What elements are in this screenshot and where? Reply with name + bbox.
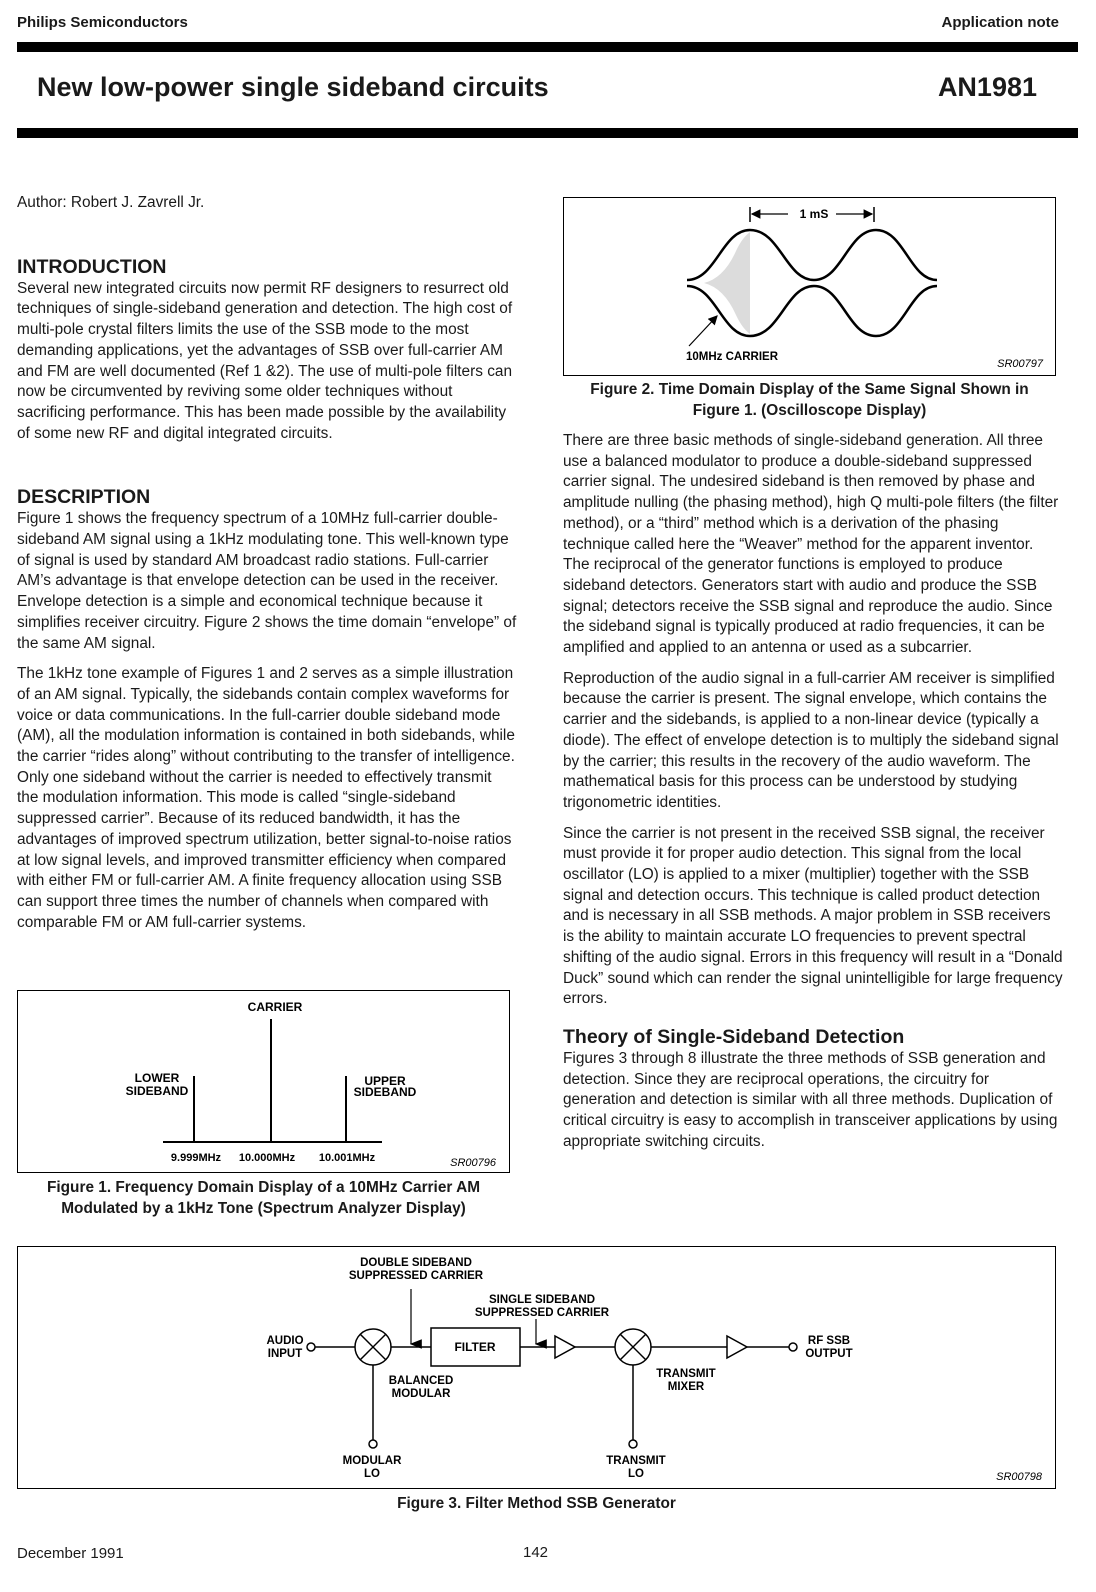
filter-label: FILTER — [454, 1340, 496, 1354]
right-paragraph-1: There are three basic methods of single-sideband generation. All three use a balanced modulator to produce a double-sideband suppressed carrier signal. The undesired sideband is then removed by phase and amplitude nulling (the phasing method), high Q multi-pole filters (the filter method), or a “third” method which is a derivation of the phasing technique called here the “Weaver” method for the apparent inventor. The reciprocal of the generator functions is employed to produce sideband detectors. Generators start with audio and produce the SSB signal; detectors receive the SSB signal and reproduce the audio. Since the sideband signal is typically produced at radio frequencies, it can be amplified and applied to an antenna or used as a subcarrier. — [563, 432, 1059, 657]
description-heading: DESCRIPTION — [17, 486, 151, 509]
figure-3-caption: Figure 3. Filter Method SSB Generator — [397, 1495, 676, 1512]
transmit-lo-label-2: LO — [628, 1468, 644, 1480]
period-label: 1 mS — [799, 207, 829, 221]
description-paragraph-1: Figure 1 shows the frequency spectrum of a 10MHz full-carrier double-sideband AM signal using a 1kHz modulating tone. This well-known type of signal is used by standard AM broadcast radio stations. Full-carrier AM’s advantage is that envelope detection can be used in the receiver. Envelope detection is a simple and economical technique because it simplifies receiver circuitry. Figure 2 shows the time domain “envelope” of the same AM signal. — [17, 510, 517, 652]
carrier-arrow — [689, 316, 717, 346]
amplifier-2-symbol — [727, 1336, 747, 1358]
theory-heading: Theory of Single-Sideband Detection — [563, 1025, 905, 1048]
page-number: 142 — [523, 1544, 549, 1561]
filter-method-diagram — [18, 1247, 1055, 1488]
doc-number: AN1981 — [937, 72, 1037, 102]
modular-lo-terminal — [369, 1440, 377, 1448]
lower-sideband-label-2: SIDEBAND — [125, 1084, 189, 1098]
ssb-label-1: SINGLE SIDEBAND — [488, 1294, 596, 1306]
carrier-label: 10MHz CARRIER — [686, 351, 779, 363]
carrier-shading — [704, 232, 750, 334]
rf-output-label-2: OUTPUT — [805, 1348, 853, 1360]
right-paragraph-3: Since the carrier is not present in the received SSB signal, the receiver must provide it for proper audio detection. This signal from the local oscillator (LO) is applied to a mixer (multiplier) together with the SSB signal and detection occurs. This technique is called product detection and is necessary in all SSB methods. A major problem in SSB receivers is the ability to maintain accurate LO frequencies to prevent spectral shifting of the audio signal. Errors in this frequency will result in a “Donald Duck” sound which can render the signal unintelligible for large frequency errors. — [563, 824, 1063, 1008]
right-paragraph-4: Figures 3 through 8 illustrate the three methods of SSB generation and detection. Since they are reciprocal operations, the circuitry for generation and detection is similar with all three methods. Duplication of critical circuitry is easy to accomplish in transceiver applications by using appropriate switching circuits. — [563, 1049, 1058, 1150]
description-paragraph-2: The 1kHz tone example of Figures 1 and 2 serves as a simple illustration of an AM signal. Typically, the sidebands contain complex waveforms for voice or data communications. In the full-carrier double sideband mode (AM), all the modulation information is contained in both sidebands, while the carrier “rides along” without contributing to the transfer of intelligence. Only one sideband without the carrier is needed to effectively transmit the modulation information. This mode is called “single-sideband suppressed carrier”. Because of its reduced bandwidth, it has the advantages of improved spectrum utilization, better signal-to-noise ratios at low signal levels, and improved transmitter efficiency when compared with either FM or full-carrier AM. A finite frequency allocation using SSB can support three times the number of channels when compared with comparable FM or AM full-carrier systems. — [17, 665, 515, 931]
audio-input-label-2: INPUT — [267, 1348, 303, 1360]
company-name: Philips Semiconductors — [17, 14, 188, 31]
freq-low-label: 9.999MHz — [170, 1152, 222, 1164]
spectrum-diagram — [18, 991, 509, 1172]
freq-high-label: 10.001MHz — [318, 1152, 376, 1164]
audio-input-label-1: AUDIO — [266, 1335, 304, 1347]
carrier-label: CARRIER — [247, 1000, 303, 1014]
left-column — [17, 193, 517, 943]
rf-output-label-1: RF SSB — [807, 1335, 851, 1347]
header-rule-top — [17, 42, 1078, 52]
figure-1-caption-line-2: Modulated by a 1kHz Tone (Spectrum Analyzer Display) — [61, 1199, 466, 1217]
balanced-modulator-label-2: MODULAR — [391, 1388, 451, 1400]
lower-sideband-label-1: LOWER — [134, 1071, 180, 1085]
transmit-mixer-label-1: TRANSMIT — [656, 1368, 716, 1380]
modular-lo-label-1: MODULAR — [342, 1455, 402, 1467]
author-line: Author: Robert J. Zavrell Jr. — [17, 194, 205, 211]
figure-3-code: SR00798 — [996, 1471, 1042, 1483]
figure-2-caption-line-2: Figure 1. (Oscilloscope Display) — [692, 401, 927, 419]
transmit-mixer-label-2: MIXER — [667, 1381, 705, 1393]
figure-1-code: SR00796 — [450, 1157, 496, 1169]
figure-1-caption-line-1: Figure 1. Frequency Domain Display of a 10MHz Carrier AM — [46, 1179, 481, 1196]
upper-sideband-label-1: UPPER — [364, 1074, 406, 1088]
oscilloscope-diagram — [564, 198, 1055, 375]
rf-output-terminal — [789, 1343, 797, 1351]
doc-type: Application note — [941, 14, 1059, 31]
freq-mid-label: 10.000MHz — [238, 1152, 296, 1164]
upper-sideband-label-2: SIDEBAND — [353, 1085, 417, 1099]
transmit-lo-terminal — [629, 1440, 637, 1448]
footer-date: December 1991 — [17, 1545, 124, 1562]
balanced-modulator-label-1: BALANCED — [388, 1375, 454, 1387]
dsb-label-2: SUPPRESSED CARRIER — [348, 1270, 484, 1282]
figure-2-box — [563, 197, 1056, 376]
audio-input-terminal — [307, 1343, 315, 1351]
figure-2-code: SR00797 — [997, 358, 1043, 370]
figure-2-caption — [563, 380, 1056, 421]
figure-2-caption-line-1: Figure 2. Time Domain Display of the Same Signal Shown in — [590, 381, 1029, 398]
dsb-label-1: DOUBLE SIDEBAND — [360, 1257, 472, 1269]
modular-lo-label-2: LO — [364, 1468, 380, 1480]
right-paragraph-2: Reproduction of the audio signal in a full-carrier AM receiver is simplified because the carrier is present. The signal envelope, which contains the carrier and the sidebands, is applied to a non-linear device (typically a diode). The effect of envelope detection is to multiply the sideband signal by the carrier; this results in the recovery of the audio waveform. The mathematical basis for this process can be understood by studying trigonometric identities. — [563, 669, 1059, 811]
header-rule-bottom — [17, 128, 1078, 138]
figure-3-box — [17, 1246, 1056, 1489]
page-title: New low-power single sideband circuits — [37, 72, 549, 102]
figure-1-box — [17, 990, 510, 1173]
intro-heading: INTRODUCTION — [17, 255, 167, 278]
ssb-label-2: SUPPRESSED CARRIER — [474, 1307, 610, 1319]
right-column — [563, 431, 1063, 1163]
amplifier-1-symbol — [555, 1336, 575, 1358]
intro-paragraph: Several new integrated circuits now permit RF designers to resurrect old techniques of single-sideband generation and detection. The high cost of multi-pole crystal filters limits the use of the SSB mode to the most demanding applications, yet the advantages of SSB over full-carrier AM and FM are well documented (Ref 1 &2). The use of multi-pole filters can now be circumvented by reviving some older techniques without sacrificing performance. This has been made possible by the availability of some new RF and digital integrated circuits. — [17, 279, 513, 442]
transmit-lo-label-1: TRANSMIT — [606, 1455, 666, 1467]
figure-1-caption — [17, 1178, 510, 1219]
